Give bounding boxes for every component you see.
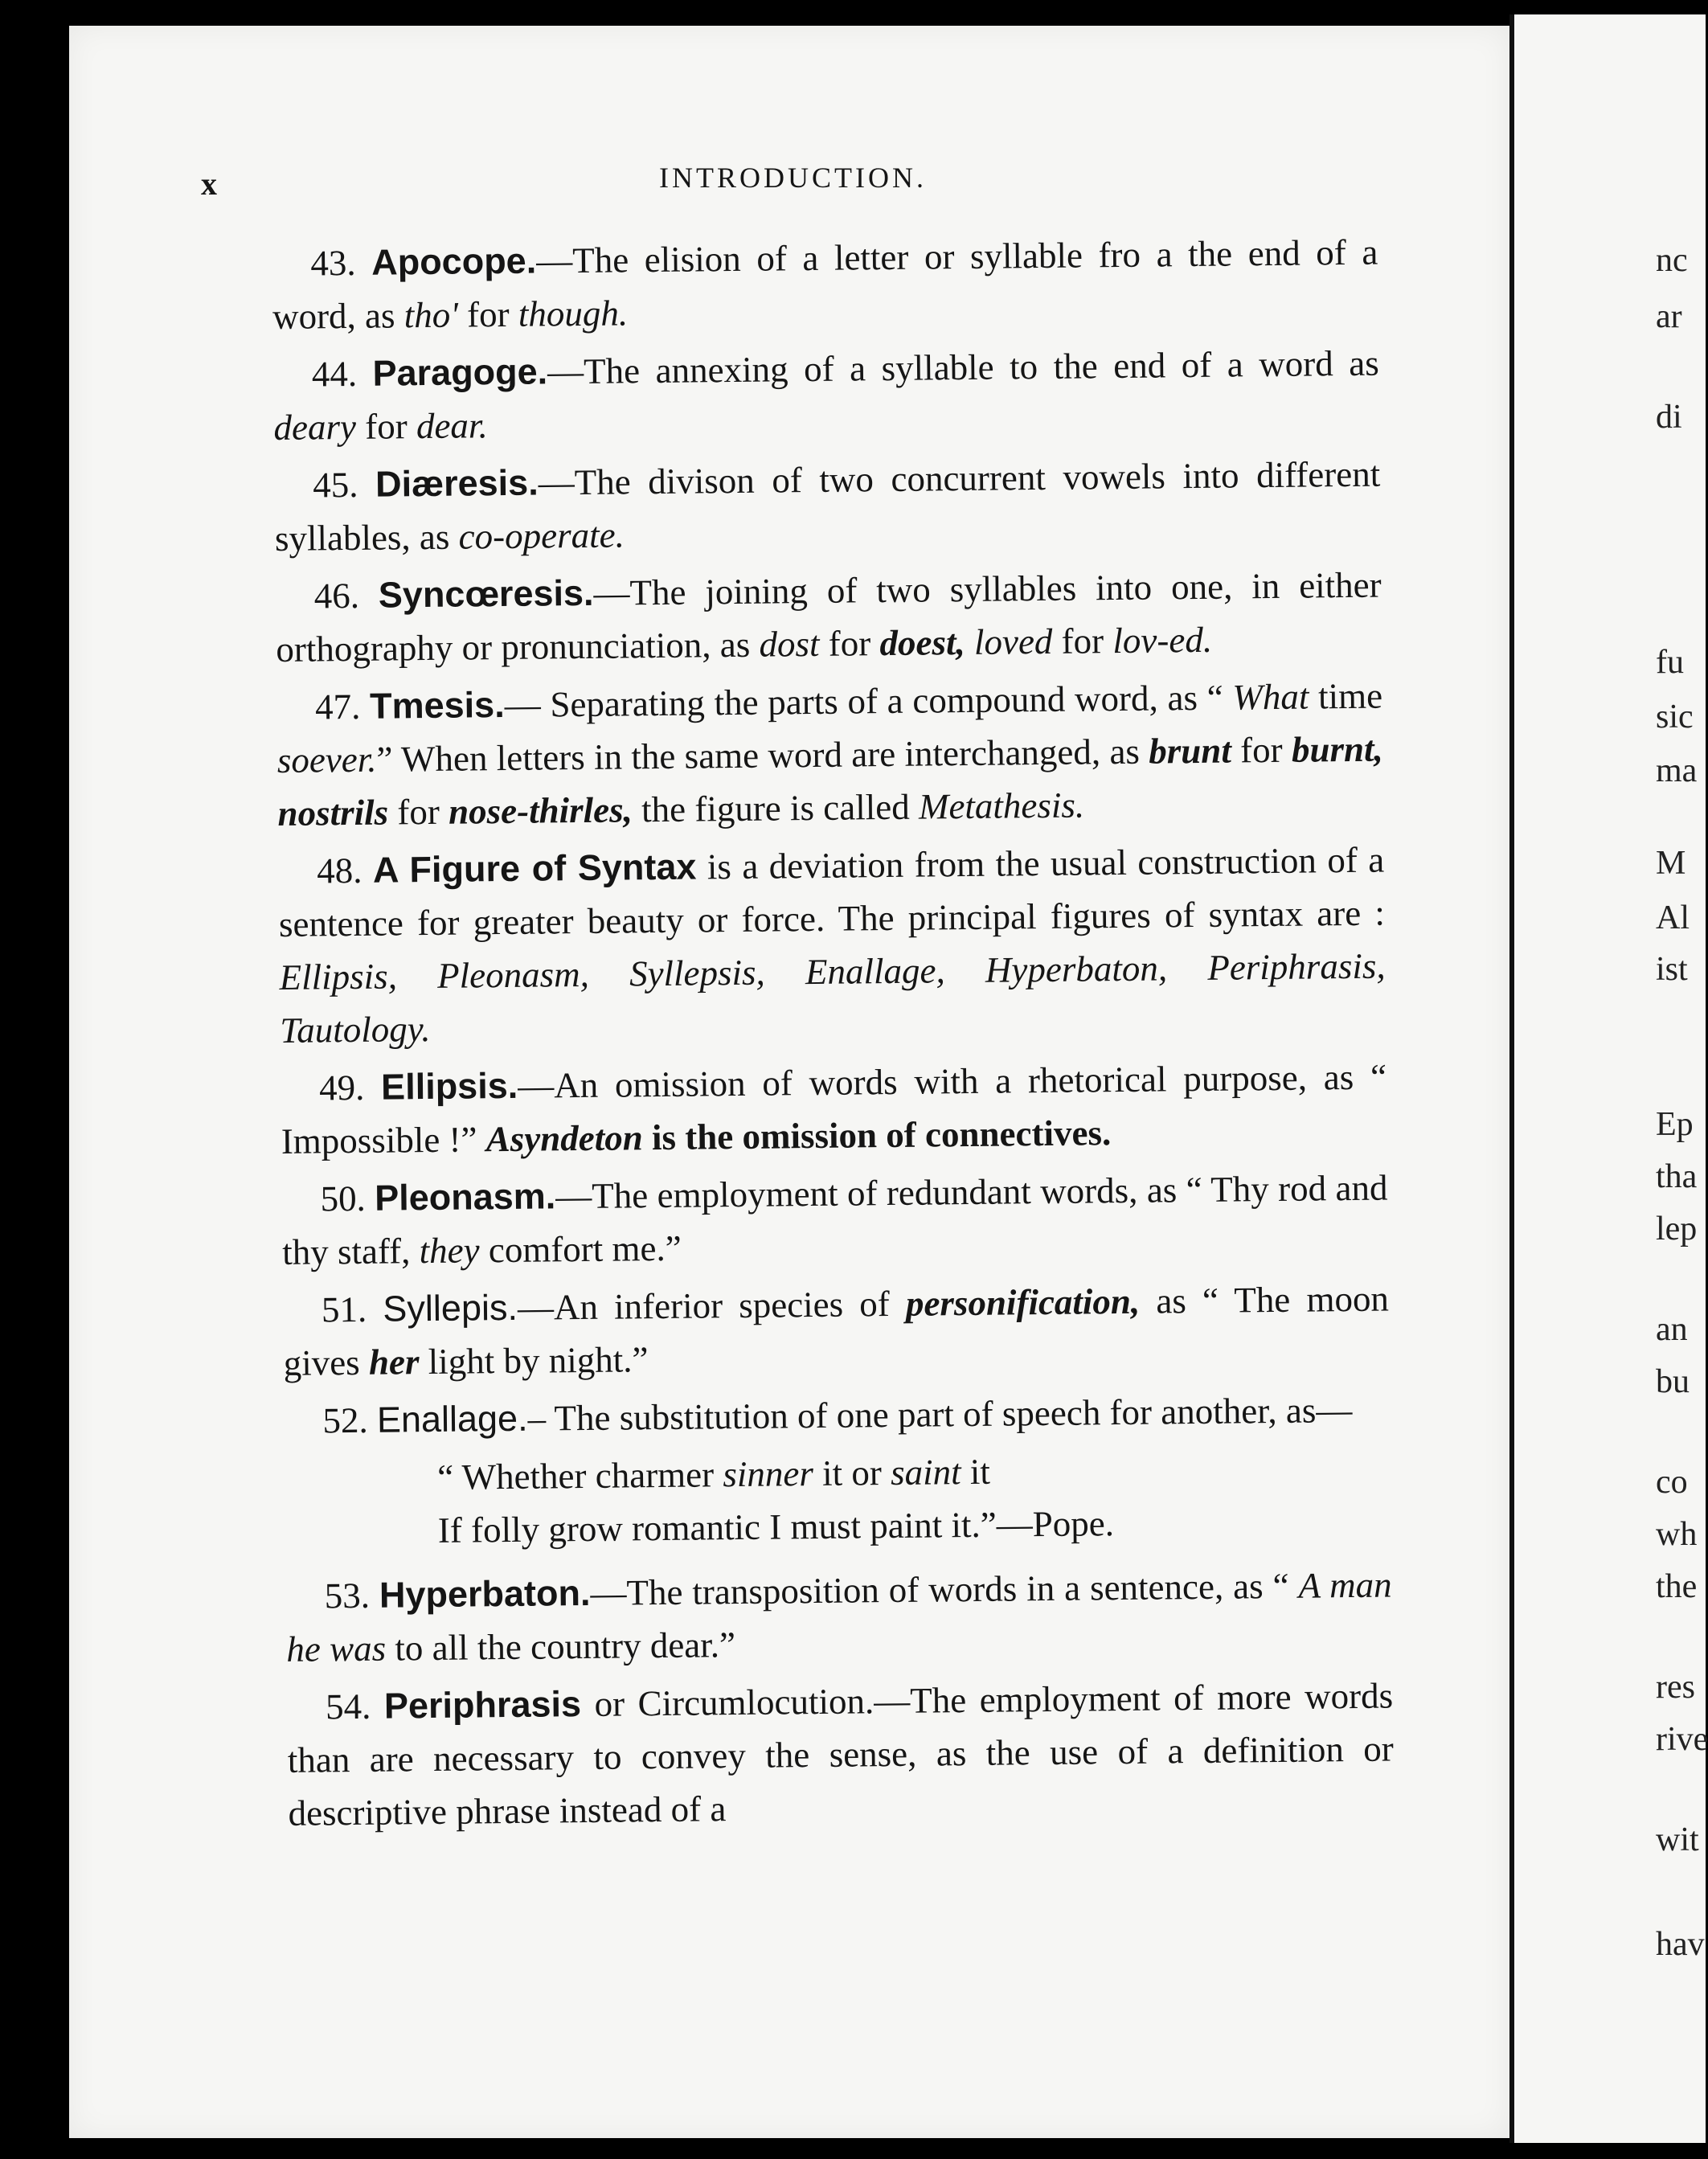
folio-number: x [201, 166, 217, 202]
entry-49: 49. Ellipsis.—An omission of words with a rhetorical purpose, as “ Impossible !” Asyndeton is the omission of connectives. [281, 1056, 1387, 1161]
entry-50: 50. Pleonasm.—The employment of redundant words, as “ Thy rod and thy staff, they comfort me.” [281, 1167, 1388, 1272]
fragment: wh [1656, 1516, 1698, 1553]
entry-44: 44. Paragoge.—The annexing of a syllable to the end of a word as deary for dear. [273, 342, 1379, 448]
fragment: sic [1656, 698, 1694, 735]
fragment: lep [1656, 1211, 1698, 1247]
fragment: an [1656, 1311, 1688, 1348]
fragment: fu [1656, 644, 1684, 681]
verse-quote [285, 1441, 1391, 1559]
fragment: res [1656, 1669, 1695, 1706]
fragment: nc [1656, 242, 1688, 279]
verse-line-2: If folly grow romantic I must paint it.”—Pope. [437, 1503, 1115, 1551]
fragment: di [1656, 399, 1682, 436]
fragment: tha [1656, 1158, 1698, 1195]
fragment: hav [1656, 1926, 1705, 1963]
fragment: Al [1656, 899, 1690, 936]
entry-43: 43. Apocope.—The elision of a letter or syllable fro a the end of a word, as tho' for though. [272, 231, 1378, 337]
fragment: wit [1656, 1821, 1699, 1858]
fragment: ist [1656, 951, 1688, 988]
fragment: rive [1656, 1721, 1708, 1758]
entry-45: 45. Diæresis.—The divison of two concurrent vowels into different syllables, as co-operate. [274, 453, 1381, 559]
fragment: M [1656, 845, 1686, 882]
entry-46: 46. Syncœresis.—The joining of two syllables into one, in either orthography or pronunciation, as dost for doest, loved for lov-ed. [276, 564, 1382, 670]
facing-page-fragments [1656, 0, 1708, 2159]
fragment: Ep [1656, 1106, 1694, 1143]
running-head: INTRODUCTION. [659, 162, 927, 194]
entry-51: 51. Syllepis.—An inferior species of personification, as “ The moon gives her light by night.” [283, 1278, 1390, 1383]
entry-47: 47. Tmesis.— Separating the parts of a compound word, as “ What time soever.” When letters in the same word are interchanged, as brunt for burnt, nostrils for nose-thirles, the figure is called Metathesis. [276, 675, 1384, 834]
entry-53: 53. Hyperbaton.—The transposition of words in a sentence, as “ A man he was to all the country dear.” [286, 1564, 1392, 1669]
fragment: bu [1656, 1363, 1690, 1400]
entry-52: 52. Enallage.– The substitution of one part of speech for another, as— [322, 1390, 1353, 1441]
fragment: co [1656, 1464, 1688, 1501]
fragment: ma [1656, 752, 1698, 789]
fragment: ar [1656, 298, 1682, 335]
fragment: the [1656, 1568, 1698, 1605]
entry-54: 54. Periphrasis or Circumlocution.—The employment of more words than are necessary to convey the sense, as the use of a definition or descriptive phrase instead of a [287, 1675, 1395, 1833]
verse-line-1: “ Whether charmer sinner it or saint it [436, 1451, 991, 1497]
page-body [272, 226, 1395, 1845]
entry-48: 48. A Figure of Syntax is a deviation from the usual construction of a sentence for greater beauty or force. The principal figures of syntax are : Ellipsis, Pleonasm, Syllepsis, Enallage, Hyperbaton, Periphrasis, Tautology. [278, 839, 1386, 1051]
